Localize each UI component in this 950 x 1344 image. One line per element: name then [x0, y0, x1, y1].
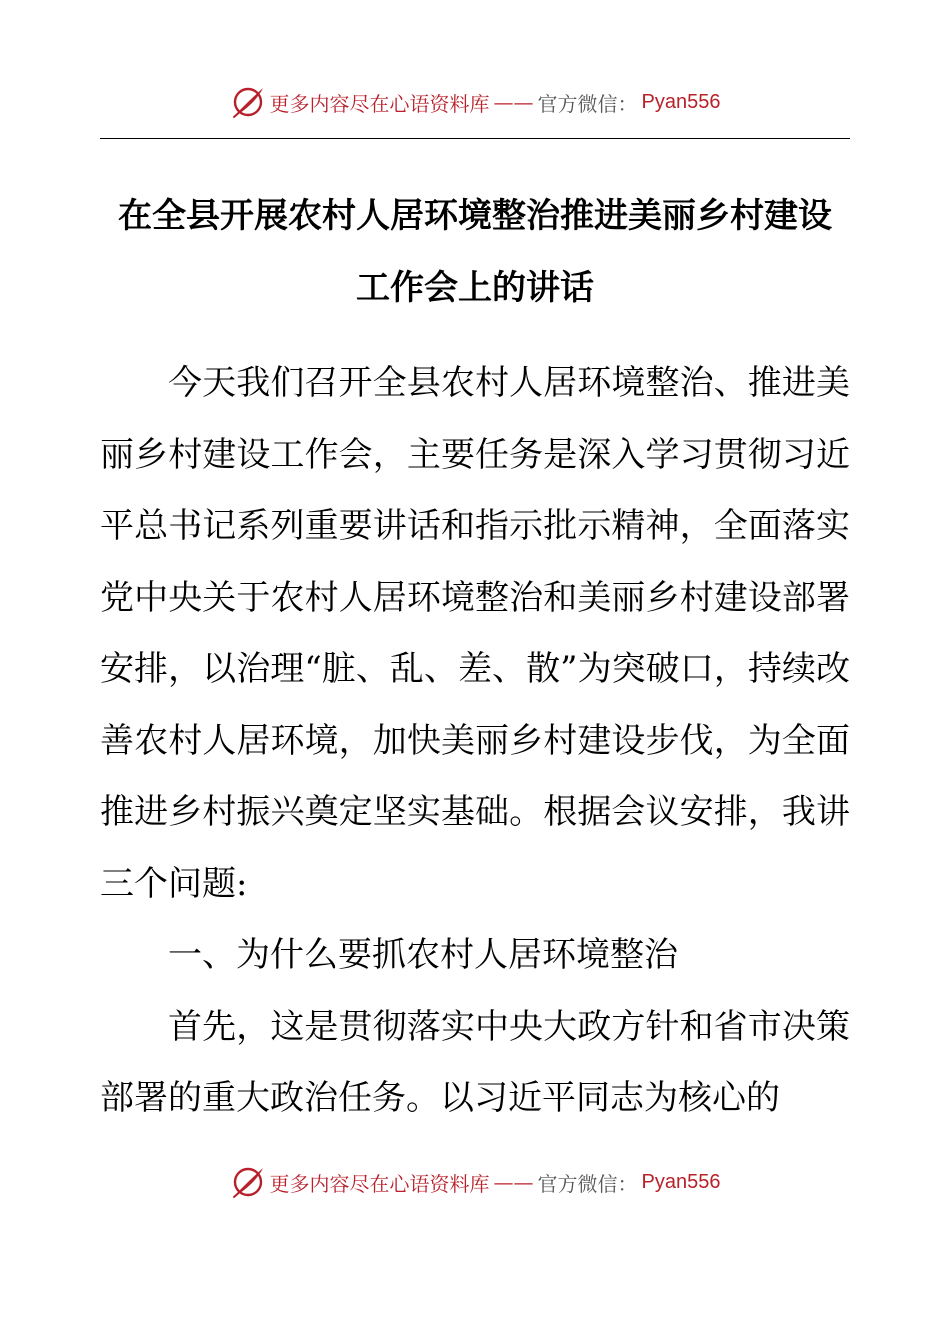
header-banner [0, 82, 950, 122]
document-title [100, 180, 850, 324]
footer-banner [0, 1162, 950, 1202]
header-wechat-id: Pyan556 [641, 90, 721, 113]
document-body [100, 348, 850, 1135]
footer-slogan: 更多内容尽在心语资料库 [269, 1171, 490, 1196]
header-divider [100, 138, 850, 139]
body-paragraph-intro: 今天我们召开全县农村人居环境整治、推进美丽乡村建设工作会，主要任务是深入学习贯彻习近平总书记系列重要讲话和指示批示精神，全面落实党中央关于农村人居环境整治和美丽乡村建设部署安排，以治理“脏、乱、差、散”为突破口，持续改善农村人居环境，加快美丽乡村建设步伐，为全面推进乡村振兴奠定坚实基础。根据会议安排，我讲三个问题: [100, 363, 850, 904]
section-heading-1: 一、为什么要抓农村人居环境整治 [168, 935, 678, 975]
body-paragraph-2: 首先，这是贯彻落实中央大政方针和省市决策部署的重大政治任务。以习近平同志为核心的 [100, 1006, 850, 1118]
quill-logo-icon [230, 84, 266, 120]
header-dash: —— [493, 90, 534, 114]
title-line-2: 工作会上的讲话 [356, 268, 594, 308]
header-slogan: 更多内容尽在心语资料库 [269, 91, 490, 116]
title-line-1: 在全县开展农村人居环境整治推进美丽乡村建设 [118, 196, 832, 236]
footer-wechat-id: Pyan556 [641, 1170, 721, 1193]
footer-wechat-label: 官方微信： [537, 1171, 638, 1196]
quill-logo-icon [230, 1164, 266, 1200]
header-wechat-label: 官方微信： [537, 91, 638, 116]
footer-dash: —— [493, 1170, 534, 1194]
